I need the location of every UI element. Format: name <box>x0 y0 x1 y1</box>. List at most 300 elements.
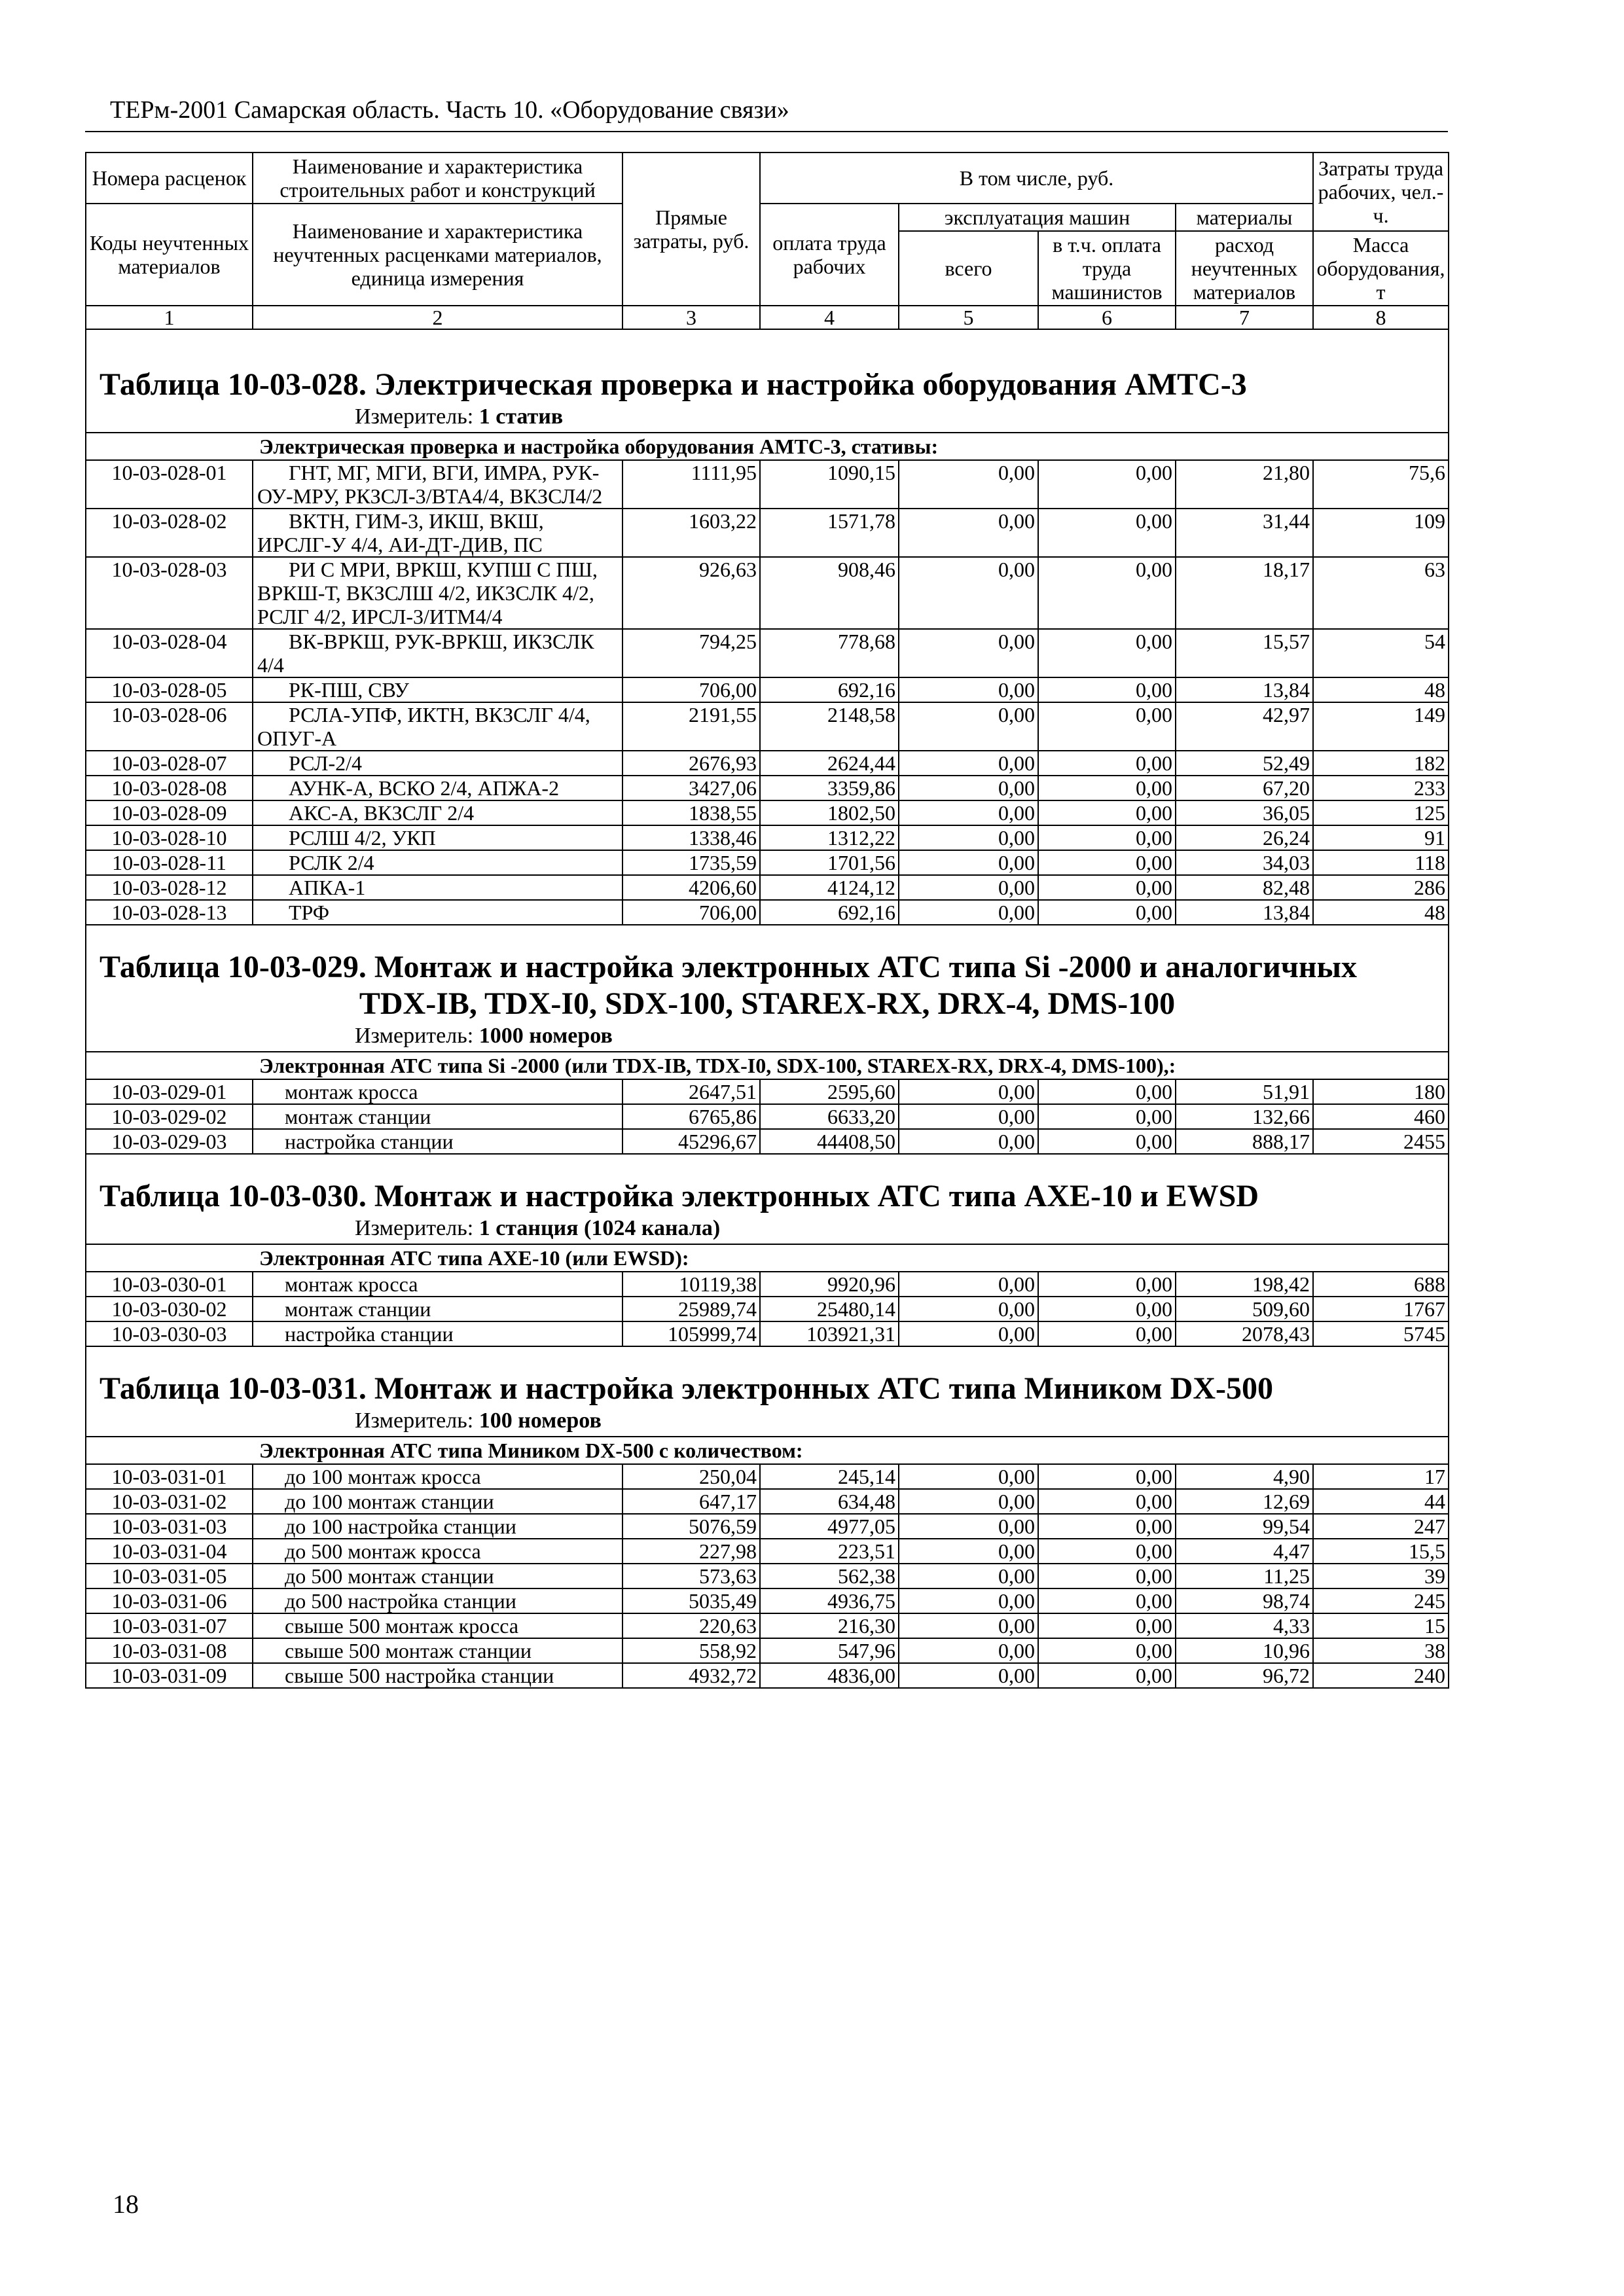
rate-code: 10-03-028-04 <box>86 629 253 677</box>
machinists-pay: 0,00 <box>1038 702 1176 751</box>
direct-costs: 220,63 <box>623 1613 760 1638</box>
direct-costs: 794,25 <box>623 629 760 677</box>
column-number: 2 <box>253 306 623 329</box>
rate-name: РСЛШ 4/2, УКП <box>253 825 623 850</box>
rate-name: АПКА-1 <box>253 875 623 900</box>
rate-code: 10-03-031-08 <box>86 1638 253 1663</box>
machines-total: 0,00 <box>899 1272 1038 1297</box>
rate-name: свыше 500 настройка станции <box>253 1663 623 1688</box>
rate-code: 10-03-029-01 <box>86 1079 253 1104</box>
machines-total: 0,00 <box>899 629 1038 677</box>
materials-cost: 36,05 <box>1176 800 1313 825</box>
materials-cost: 42,97 <box>1176 702 1313 751</box>
machinists-pay: 0,00 <box>1038 509 1176 557</box>
header-equipment-mass: Масса оборудования, т <box>1313 231 1449 306</box>
direct-costs: 4206,60 <box>623 875 760 900</box>
direct-costs: 45296,67 <box>623 1129 760 1154</box>
table-row <box>86 509 1449 557</box>
machinists-pay: 0,00 <box>1038 875 1176 900</box>
labor-hours: 125 <box>1313 800 1449 825</box>
table-title-row <box>86 329 1449 433</box>
labor-hours: 245 <box>1313 1588 1449 1613</box>
direct-costs: 6765,86 <box>623 1104 760 1129</box>
materials-cost: 4,33 <box>1176 1613 1313 1638</box>
labor-hours: 149 <box>1313 702 1449 751</box>
group-row <box>86 1244 1449 1272</box>
labor-pay: 547,96 <box>760 1638 899 1663</box>
machinists-pay: 0,00 <box>1038 460 1176 509</box>
labor-hours: 286 <box>1313 875 1449 900</box>
labor-hours: 109 <box>1313 509 1449 557</box>
direct-costs: 105999,74 <box>623 1321 760 1346</box>
header-direct-costs: Прямые затраты, руб. <box>623 152 760 306</box>
machines-total: 0,00 <box>899 751 1038 776</box>
machinists-pay: 0,00 <box>1038 1514 1176 1539</box>
machinists-pay: 0,00 <box>1038 677 1176 702</box>
materials-cost: 10,96 <box>1176 1638 1313 1663</box>
machinists-pay: 0,00 <box>1038 1638 1176 1663</box>
labor-pay: 2624,44 <box>760 751 899 776</box>
table-row <box>86 1079 1449 1104</box>
table-title-cell <box>86 1346 1449 1437</box>
table-row <box>86 1588 1449 1613</box>
materials-cost: 888,17 <box>1176 1129 1313 1154</box>
column-number: 8 <box>1313 306 1449 329</box>
rate-code: 10-03-028-02 <box>86 509 253 557</box>
labor-hours: 5745 <box>1313 1321 1449 1346</box>
header-name-materials: Наименование и характеристика неучтенных расценками материалов, единица измерения <box>253 204 623 306</box>
rate-name: РСЛ-2/4 <box>253 751 623 776</box>
machines-total: 0,00 <box>899 1489 1038 1514</box>
rate-code: 10-03-029-03 <box>86 1129 253 1154</box>
materials-cost: 96,72 <box>1176 1663 1313 1688</box>
machinists-pay: 0,00 <box>1038 1489 1176 1514</box>
machinists-pay: 0,00 <box>1038 1104 1176 1129</box>
running-header: ТЕРм-2001 Самарская область. Часть 10. «Оборудование связи» <box>110 96 789 124</box>
rate-code: 10-03-028-12 <box>86 875 253 900</box>
table-title: Таблица 10-03-028. Электрическая проверка и настройка оборудования АМТС-3 <box>99 367 1247 402</box>
table-title-row <box>86 1154 1449 1244</box>
machines-total: 0,00 <box>899 677 1038 702</box>
labor-pay: 44408,50 <box>760 1129 899 1154</box>
labor-hours: 15,5 <box>1313 1539 1449 1564</box>
table-row <box>86 1564 1449 1588</box>
table-row <box>86 1321 1449 1346</box>
table-row <box>86 1129 1449 1154</box>
header-materials: материалы <box>1176 204 1313 231</box>
machinists-pay: 0,00 <box>1038 1321 1176 1346</box>
column-number: 7 <box>1176 306 1313 329</box>
table-row <box>86 751 1449 776</box>
measure-value: 100 номеров <box>478 1408 602 1433</box>
column-number: 6 <box>1038 306 1176 329</box>
direct-costs: 10119,38 <box>623 1272 760 1297</box>
rate-code: 10-03-031-09 <box>86 1663 253 1688</box>
group-heading: Электрическая проверка и настройка оборудования АМТС-3, стативы: <box>86 433 1449 460</box>
direct-costs: 5076,59 <box>623 1514 760 1539</box>
materials-cost: 67,20 <box>1176 776 1313 800</box>
machines-total: 0,00 <box>899 1613 1038 1638</box>
machines-total: 0,00 <box>899 1539 1038 1564</box>
rate-name: монтаж кросса <box>253 1272 623 1297</box>
labor-pay: 1701,56 <box>760 850 899 875</box>
machinists-pay: 0,00 <box>1038 776 1176 800</box>
rate-name: до 500 настройка станции <box>253 1588 623 1613</box>
materials-cost: 98,74 <box>1176 1588 1313 1613</box>
header-name-works: Наименование и характеристика строительных работ и конструкций <box>253 152 623 204</box>
table-row <box>86 629 1449 677</box>
table-title: Таблица 10-03-031. Монтаж и настройка электронных АТС типа Миником DX-500 <box>99 1371 1274 1406</box>
table-row <box>86 460 1449 509</box>
rate-name: РИ С МРИ, ВРКШ, КУПШ С ПШ, ВРКШ-Т, ВКЗСЛШ 4/2, ИКЗСЛК 4/2, РСЛГ 4/2, ИРСЛ-3/ИТМ4/4 <box>253 557 623 629</box>
machinists-pay: 0,00 <box>1038 1588 1176 1613</box>
materials-cost: 15,57 <box>1176 629 1313 677</box>
measure-line <box>99 1022 1435 1051</box>
table-row <box>86 702 1449 751</box>
rate-name: ГНТ, МГ, МГИ, ВГИ, ИМРА, РУК-ОУ-МРУ, РКЗСЛ-3/ВТА4/4, ВКЗСЛ4/2 <box>253 460 623 509</box>
rate-name: АКС-А, ВКЗСЛГ 2/4 <box>253 800 623 825</box>
labor-pay: 1312,22 <box>760 825 899 850</box>
table-row <box>86 875 1449 900</box>
labor-pay: 4977,05 <box>760 1514 899 1539</box>
table-row <box>86 900 1449 925</box>
materials-cost: 51,91 <box>1176 1079 1313 1104</box>
machines-total: 0,00 <box>899 800 1038 825</box>
labor-hours: 233 <box>1313 776 1449 800</box>
labor-pay: 562,38 <box>760 1564 899 1588</box>
rate-code: 10-03-030-01 <box>86 1272 253 1297</box>
labor-hours: 247 <box>1313 1514 1449 1539</box>
measure-line <box>99 1407 1435 1436</box>
machinists-pay: 0,00 <box>1038 800 1176 825</box>
labor-pay: 1571,78 <box>760 509 899 557</box>
rate-name: монтаж кросса <box>253 1079 623 1104</box>
table-row <box>86 1297 1449 1321</box>
table-title-cell <box>86 1154 1449 1244</box>
labor-pay: 25480,14 <box>760 1297 899 1321</box>
labor-pay: 1090,15 <box>760 460 899 509</box>
table-title-cell <box>86 925 1449 1052</box>
rate-name: монтаж станции <box>253 1297 623 1321</box>
direct-costs: 2191,55 <box>623 702 760 751</box>
header-labor-costs: Затраты труда рабочих, чел.-ч. <box>1313 152 1449 231</box>
rate-code: 10-03-028-11 <box>86 850 253 875</box>
table-title: Таблица 10-03-029. Монтаж и настройка электронных АТС типа Si -2000 и аналогичных <box>99 950 1357 984</box>
rate-code: 10-03-030-02 <box>86 1297 253 1321</box>
machines-total: 0,00 <box>899 460 1038 509</box>
rate-code: 10-03-028-05 <box>86 677 253 702</box>
group-heading: Электронная АТС типа Si -2000 (или TDX-IB, TDX-I0, SDX-100, STAREX-RX, DRX-4, DMS-100),: <box>86 1052 1449 1079</box>
labor-hours: 688 <box>1313 1272 1449 1297</box>
header-row-1 <box>86 152 1449 204</box>
materials-cost: 4,47 <box>1176 1539 1313 1564</box>
direct-costs: 1735,59 <box>623 850 760 875</box>
header-machines-total: всего <box>899 231 1038 306</box>
machines-total: 0,00 <box>899 1297 1038 1321</box>
machines-total: 0,00 <box>899 1104 1038 1129</box>
column-number: 5 <box>899 306 1038 329</box>
materials-cost: 198,42 <box>1176 1272 1313 1297</box>
table-row <box>86 1613 1449 1638</box>
table-row <box>86 850 1449 875</box>
machinists-pay: 0,00 <box>1038 1539 1176 1564</box>
machines-total: 0,00 <box>899 1079 1038 1104</box>
direct-costs: 558,92 <box>623 1638 760 1663</box>
rate-code: 10-03-028-08 <box>86 776 253 800</box>
labor-hours: 2455 <box>1313 1129 1449 1154</box>
rate-code: 10-03-028-13 <box>86 900 253 925</box>
header-row-2 <box>86 204 1449 231</box>
materials-cost: 13,84 <box>1176 900 1313 925</box>
machines-total: 0,00 <box>899 1514 1038 1539</box>
table-row <box>86 557 1449 629</box>
header-rule <box>85 131 1448 132</box>
labor-hours: 44 <box>1313 1489 1449 1514</box>
rate-name: до 100 настройка станции <box>253 1514 623 1539</box>
machines-total: 0,00 <box>899 1321 1038 1346</box>
machinists-pay: 0,00 <box>1038 1297 1176 1321</box>
rate-code: 10-03-031-05 <box>86 1564 253 1588</box>
direct-costs: 1838,55 <box>623 800 760 825</box>
group-row <box>86 1052 1449 1079</box>
table-row <box>86 1514 1449 1539</box>
labor-pay: 4936,75 <box>760 1588 899 1613</box>
machinists-pay: 0,00 <box>1038 557 1176 629</box>
rate-code: 10-03-029-02 <box>86 1104 253 1129</box>
machines-total: 0,00 <box>899 850 1038 875</box>
machinists-pay: 0,00 <box>1038 1272 1176 1297</box>
rate-code: 10-03-031-02 <box>86 1489 253 1514</box>
page-number: 18 <box>113 2189 139 2219</box>
rate-name: РСЛА-УПФ, ИКТН, ВКЗСЛГ 4/4, ОПУГ-А <box>253 702 623 751</box>
rate-code: 10-03-031-01 <box>86 1464 253 1489</box>
machines-total: 0,00 <box>899 557 1038 629</box>
labor-hours: 17 <box>1313 1464 1449 1489</box>
materials-cost: 99,54 <box>1176 1514 1313 1539</box>
materials-cost: 26,24 <box>1176 825 1313 850</box>
rate-name: до 100 монтаж кросса <box>253 1464 623 1489</box>
machinists-pay: 0,00 <box>1038 1129 1176 1154</box>
direct-costs: 2676,93 <box>623 751 760 776</box>
labor-pay: 692,16 <box>760 677 899 702</box>
machinists-pay: 0,00 <box>1038 900 1176 925</box>
rate-code: 10-03-028-03 <box>86 557 253 629</box>
header-unaccounted-materials: расход неучтенных материалов <box>1176 231 1313 306</box>
labor-pay: 4124,12 <box>760 875 899 900</box>
table-row <box>86 825 1449 850</box>
table-row <box>86 1638 1449 1663</box>
measure-line <box>99 403 1435 432</box>
rate-code: 10-03-028-07 <box>86 751 253 776</box>
materials-cost: 31,44 <box>1176 509 1313 557</box>
labor-hours: 15 <box>1313 1613 1449 1638</box>
table-row <box>86 800 1449 825</box>
rate-name: ВКТН, ГИМ-3, ИКШ, ВКШ, ИРСЛГ-У 4/4, АИ-ДТ-ДИВ, ПС <box>253 509 623 557</box>
direct-costs: 706,00 <box>623 677 760 702</box>
header-codes: Коды неучтенных материалов <box>86 204 253 306</box>
labor-pay: 2148,58 <box>760 702 899 751</box>
machines-total: 0,00 <box>899 509 1038 557</box>
machines-total: 0,00 <box>899 702 1038 751</box>
labor-pay: 223,51 <box>760 1539 899 1564</box>
rate-code: 10-03-028-01 <box>86 460 253 509</box>
rate-name: ВК-ВРКШ, РУК-ВРКШ, ИКЗСЛК 4/4 <box>253 629 623 677</box>
rates-table-body <box>86 152 1449 1688</box>
materials-cost: 132,66 <box>1176 1104 1313 1129</box>
table-row <box>86 1539 1449 1564</box>
labor-pay: 3359,86 <box>760 776 899 800</box>
labor-pay: 778,68 <box>760 629 899 677</box>
measure-label: Измеритель: <box>355 1408 474 1433</box>
labor-pay: 9920,96 <box>760 1272 899 1297</box>
machinists-pay: 0,00 <box>1038 629 1176 677</box>
labor-hours: 39 <box>1313 1564 1449 1588</box>
rate-name: настройка станции <box>253 1129 623 1154</box>
labor-hours: 38 <box>1313 1638 1449 1663</box>
materials-cost: 82,48 <box>1176 875 1313 900</box>
labor-hours: 118 <box>1313 850 1449 875</box>
labor-pay: 1802,50 <box>760 800 899 825</box>
rate-name: РК-ПШ, СВУ <box>253 677 623 702</box>
rate-name: свыше 500 монтаж кросса <box>253 1613 623 1638</box>
labor-pay: 2595,60 <box>760 1079 899 1104</box>
rate-code: 10-03-030-03 <box>86 1321 253 1346</box>
header-rate-numbers: Номера расценок <box>86 152 253 204</box>
rate-name: до 500 монтаж кросса <box>253 1539 623 1564</box>
group-heading: Электронная АТС типа АХЕ-10 (или EWSD): <box>86 1244 1449 1272</box>
column-number: 3 <box>623 306 760 329</box>
labor-hours: 91 <box>1313 825 1449 850</box>
materials-cost: 13,84 <box>1176 677 1313 702</box>
measure-label: Измеритель: <box>355 404 474 429</box>
direct-costs: 25989,74 <box>623 1297 760 1321</box>
table-row <box>86 1104 1449 1129</box>
rate-code: 10-03-028-09 <box>86 800 253 825</box>
column-numbers-row <box>86 306 1449 329</box>
machines-total: 0,00 <box>899 1588 1038 1613</box>
direct-costs: 3427,06 <box>623 776 760 800</box>
rate-name: РСЛК 2/4 <box>253 850 623 875</box>
direct-costs: 1111,95 <box>623 460 760 509</box>
machines-total: 0,00 <box>899 900 1038 925</box>
labor-hours: 1767 <box>1313 1297 1449 1321</box>
group-row <box>86 433 1449 460</box>
direct-costs: 227,98 <box>623 1539 760 1564</box>
table-row <box>86 1272 1449 1297</box>
direct-costs: 926,63 <box>623 557 760 629</box>
rate-code: 10-03-028-06 <box>86 702 253 751</box>
direct-costs: 250,04 <box>623 1464 760 1489</box>
machinists-pay: 0,00 <box>1038 1564 1176 1588</box>
materials-cost: 509,60 <box>1176 1297 1313 1321</box>
materials-cost: 4,90 <box>1176 1464 1313 1489</box>
rate-name: ТРФ <box>253 900 623 925</box>
labor-pay: 216,30 <box>760 1613 899 1638</box>
measure-value: 1 станция (1024 канала) <box>478 1216 721 1240</box>
group-heading: Электронная АТС типа Миником DX-500 с количеством: <box>86 1437 1449 1464</box>
direct-costs: 647,17 <box>623 1489 760 1514</box>
materials-cost: 52,49 <box>1176 751 1313 776</box>
rates-table <box>85 152 1449 1689</box>
measure-value: 1000 номеров <box>478 1024 613 1048</box>
machinists-pay: 0,00 <box>1038 850 1176 875</box>
machinists-pay: 0,00 <box>1038 825 1176 850</box>
measure-value: 1 статив <box>478 404 564 429</box>
labor-hours: 240 <box>1313 1663 1449 1688</box>
direct-costs: 573,63 <box>623 1564 760 1588</box>
labor-hours: 54 <box>1313 629 1449 677</box>
header-including: В том числе, руб. <box>760 152 1313 204</box>
rate-name: настройка станции <box>253 1321 623 1346</box>
materials-cost: 12,69 <box>1176 1489 1313 1514</box>
labor-pay: 6633,20 <box>760 1104 899 1129</box>
direct-costs: 706,00 <box>623 900 760 925</box>
machines-total: 0,00 <box>899 1129 1038 1154</box>
rate-code: 10-03-031-04 <box>86 1539 253 1564</box>
direct-costs: 1338,46 <box>623 825 760 850</box>
header-labor-pay: оплата труда рабочих <box>760 204 899 306</box>
machines-total: 0,00 <box>899 1663 1038 1688</box>
column-number: 1 <box>86 306 253 329</box>
labor-hours: 180 <box>1313 1079 1449 1104</box>
machinists-pay: 0,00 <box>1038 1663 1176 1688</box>
table-title-continuation: TDX-IB, TDX-I0, SDX-100, STAREX-RX, DRX-4, DMS-100 <box>359 986 1176 1021</box>
direct-costs: 1603,22 <box>623 509 760 557</box>
direct-costs: 2647,51 <box>623 1079 760 1104</box>
machines-total: 0,00 <box>899 875 1038 900</box>
table-title: Таблица 10-03-030. Монтаж и настройка электронных АТС типа АХЕ-10 и EWSD <box>99 1179 1259 1213</box>
labor-hours: 48 <box>1313 677 1449 702</box>
rate-code: 10-03-031-06 <box>86 1588 253 1613</box>
materials-cost: 34,03 <box>1176 850 1313 875</box>
machines-total: 0,00 <box>899 1564 1038 1588</box>
materials-cost: 2078,43 <box>1176 1321 1313 1346</box>
labor-hours: 75,6 <box>1313 460 1449 509</box>
rate-code: 10-03-028-10 <box>86 825 253 850</box>
table-title-row <box>86 925 1449 1052</box>
machinists-pay: 0,00 <box>1038 751 1176 776</box>
direct-costs: 5035,49 <box>623 1588 760 1613</box>
labor-pay: 4836,00 <box>760 1663 899 1688</box>
labor-pay: 103921,31 <box>760 1321 899 1346</box>
measure-label: Измеритель: <box>355 1024 474 1048</box>
table-row <box>86 1464 1449 1489</box>
machinists-pay: 0,00 <box>1038 1464 1176 1489</box>
rate-name: АУНК-А, ВСКО 2/4, АПЖА-2 <box>253 776 623 800</box>
header-machinists-pay: в т.ч. оплата труда машинистов <box>1038 231 1176 306</box>
labor-hours: 182 <box>1313 751 1449 776</box>
table-row <box>86 677 1449 702</box>
rate-name: монтаж станции <box>253 1104 623 1129</box>
materials-cost: 21,80 <box>1176 460 1313 509</box>
labor-hours: 48 <box>1313 900 1449 925</box>
labor-pay: 245,14 <box>760 1464 899 1489</box>
materials-cost: 18,17 <box>1176 557 1313 629</box>
measure-label: Измеритель: <box>355 1216 474 1240</box>
machines-total: 0,00 <box>899 825 1038 850</box>
labor-hours: 460 <box>1313 1104 1449 1129</box>
measure-line <box>99 1215 1435 1244</box>
rate-name: до 100 монтаж станции <box>253 1489 623 1514</box>
table-row <box>86 1489 1449 1514</box>
table-row <box>86 1663 1449 1688</box>
materials-cost: 11,25 <box>1176 1564 1313 1588</box>
machines-total: 0,00 <box>899 1638 1038 1663</box>
machines-total: 0,00 <box>899 1464 1038 1489</box>
table-title-cell <box>86 329 1449 433</box>
group-row <box>86 1437 1449 1464</box>
machines-total: 0,00 <box>899 776 1038 800</box>
